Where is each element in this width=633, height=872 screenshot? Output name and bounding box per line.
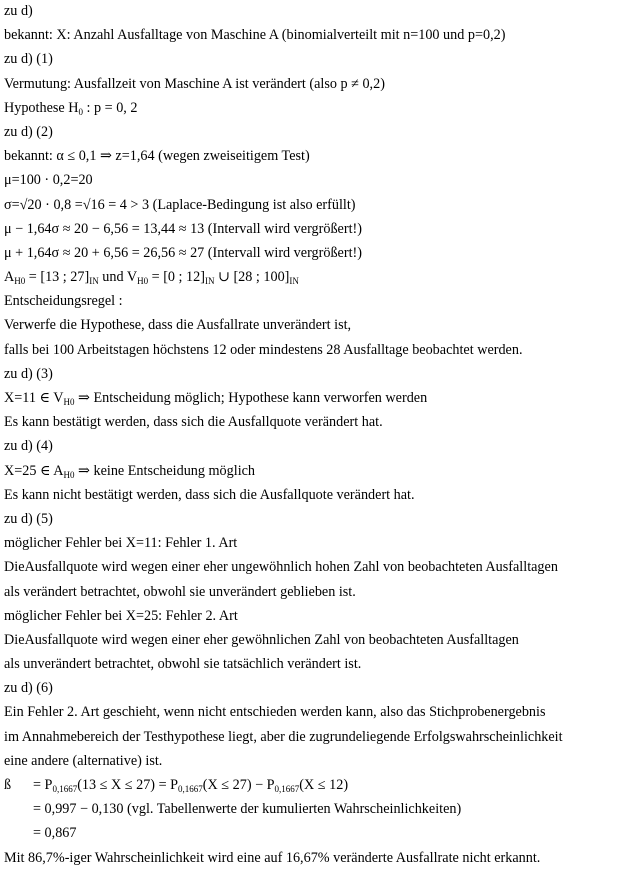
text-run: μ − 1,64σ ≈ 20 − 6,56 = 13,44 ≈ 13 (Intervall wird vergrößert!) xyxy=(4,220,362,237)
text-run: zu d) (5) xyxy=(4,510,53,527)
text-line xyxy=(4,73,633,97)
text-run: σ=√20 · 0,8 =√16 = 4 > 3 (Laplace-Bedingung ist also erfüllt) xyxy=(4,196,356,213)
text-line xyxy=(4,508,633,532)
subscript: 0,1667 xyxy=(274,784,300,794)
text-run: (13 ≤ X ≤ 27) = P xyxy=(77,777,179,793)
text-line xyxy=(4,556,633,580)
subscript: 0,1667 xyxy=(52,784,78,794)
text-line xyxy=(4,48,633,72)
text-line xyxy=(4,847,633,871)
text-line xyxy=(4,24,633,48)
text-line xyxy=(4,726,633,750)
text-run: als unverändert betrachtet, obwohl sie tatsächlich verändert ist. xyxy=(4,656,362,673)
text-line xyxy=(4,581,633,605)
text-line xyxy=(4,798,633,822)
text-run: = [13 ; 27] xyxy=(25,269,90,286)
text-line xyxy=(4,145,633,169)
text-run: eine andere (alternative) ist. xyxy=(4,752,163,769)
text-line xyxy=(4,387,633,411)
text-line xyxy=(4,339,633,363)
text-line xyxy=(4,701,633,725)
text-line xyxy=(4,435,633,459)
text-run: X=11 ∈ V xyxy=(4,390,64,406)
text-line xyxy=(4,0,633,24)
text-line xyxy=(4,169,633,193)
text-run: ⇒ Entscheidung möglich; Hypothese kann verworfen werden xyxy=(74,390,428,406)
text-run: Mit 86,7%-iger Wahrscheinlichkeit wird eine auf 16,67% veränderte Ausfallrate nicht erkannt. xyxy=(4,849,541,866)
text-line xyxy=(4,121,633,145)
subscript: H0 xyxy=(14,276,26,287)
text-run: bekannt: X: Anzahl Ausfalltage von Maschine A (binomialverteilt mit n=100 und p=0,2) xyxy=(4,27,506,44)
beta-symbol: ß xyxy=(4,777,12,793)
text-run: Es kann nicht bestätigt werden, dass sich die Ausfallquote verändert hat. xyxy=(4,486,415,503)
subscript: 0 xyxy=(78,106,83,117)
text-line xyxy=(4,629,633,653)
text-run: (X ≤ 27) − P xyxy=(202,777,275,793)
text-line xyxy=(4,460,633,484)
text-line xyxy=(4,242,633,266)
subscript: H0 xyxy=(63,469,75,480)
text-line xyxy=(4,653,633,677)
text-line xyxy=(4,605,633,629)
text-run: : p = 0, 2 xyxy=(82,99,138,116)
text-line xyxy=(4,97,633,121)
text-run: zu d) xyxy=(4,3,33,19)
text-line xyxy=(4,774,633,798)
text-run: ∪ [28 ; 100] xyxy=(214,269,290,286)
text-line xyxy=(4,290,633,314)
text-run: zu d) (6) xyxy=(4,680,53,697)
text-line xyxy=(4,266,633,290)
text-line xyxy=(4,677,633,701)
subscript: 0,1667 xyxy=(178,784,203,794)
text-run: A xyxy=(4,269,15,286)
text-line xyxy=(4,750,633,774)
text-run: Es kann bestätigt werden, dass sich die Ausfallquote verändert hat. xyxy=(4,414,383,431)
text-run: zu d) (2) xyxy=(4,123,53,140)
text-line xyxy=(4,194,633,218)
text-run: Vermutung: Ausfallzeit von Maschine A ist verändert (also p ≠ 0,2) xyxy=(4,75,385,92)
text-run: zu d) (4) xyxy=(4,438,53,455)
text-run: zu d) (3) xyxy=(4,365,53,382)
text-run: = 0,997 − 0,130 (vgl. Tabellenwerte der kumulierten Wahrscheinlichkeiten) xyxy=(33,801,462,818)
subscript: IN xyxy=(204,276,215,287)
text-run: DieAusfallquote wird wegen einer eher gewöhnlichen Zahl von beobachteten Ausfalltagen xyxy=(4,631,519,648)
text-run: im Annahmebereich der Testhypothese liegt, aber die zugrundeliegende Erfolgswahrscheinlichkeit xyxy=(4,728,563,745)
subscript: H0 xyxy=(137,276,149,287)
text-run: bekannt: α ≤ 0,1 ⇒ z=1,64 (wegen zweiseitigem Test) xyxy=(4,148,310,165)
text-run: möglicher Fehler bei X=11: Fehler 1. Art xyxy=(4,535,238,552)
subscript: H0 xyxy=(63,397,75,407)
text-line xyxy=(4,218,633,242)
text-run: μ + 1,64σ ≈ 20 + 6,56 = 26,56 ≈ 27 (Intervall wird vergrößert!) xyxy=(4,244,362,261)
text-run: möglicher Fehler bei X=25: Fehler 2. Art xyxy=(4,607,238,624)
text-line xyxy=(4,314,633,338)
text-run: Hypothese H xyxy=(4,99,79,116)
subscript: IN xyxy=(89,276,99,287)
text-line xyxy=(4,822,633,846)
text-run: Ein Fehler 2. Art geschieht, wenn nicht entschieden werden kann, also das Stichprobenergebnis xyxy=(4,704,546,721)
text-run: μ=100 · 0,2=20 xyxy=(4,172,93,189)
text-run: = [0 ; 12] xyxy=(148,269,205,286)
text-run: zu d) (1) xyxy=(4,51,53,68)
text-run: falls bei 100 Arbeitstagen höchstens 12 oder mindestens 28 Ausfalltage beobachtet werden. xyxy=(4,341,523,358)
text-line xyxy=(4,532,633,556)
text-line xyxy=(4,484,633,508)
text-run: X=25 ∈ A xyxy=(4,462,64,479)
text-line xyxy=(4,411,633,435)
text-run: (X ≤ 12) xyxy=(299,777,349,793)
text-run: = 0,867 xyxy=(33,825,77,842)
text-run: = P xyxy=(33,777,53,793)
text-run: Verwerfe die Hypothese, dass die Ausfallrate unverändert ist, xyxy=(4,317,352,334)
text-run: als verändert betrachtet, obwohl sie unverändert geblieben ist. xyxy=(4,583,356,600)
text-run: und V xyxy=(98,269,138,286)
text-run: ⇒ keine Entscheidung möglich xyxy=(74,462,256,479)
text-run: DieAusfallquote wird wegen einer eher ungewöhnlich hohen Zahl von beobachteten Ausfalltagen xyxy=(4,559,558,576)
text-line xyxy=(4,363,633,387)
subscript: IN xyxy=(289,276,299,287)
text-run: Entscheidungsregel : xyxy=(4,293,123,310)
